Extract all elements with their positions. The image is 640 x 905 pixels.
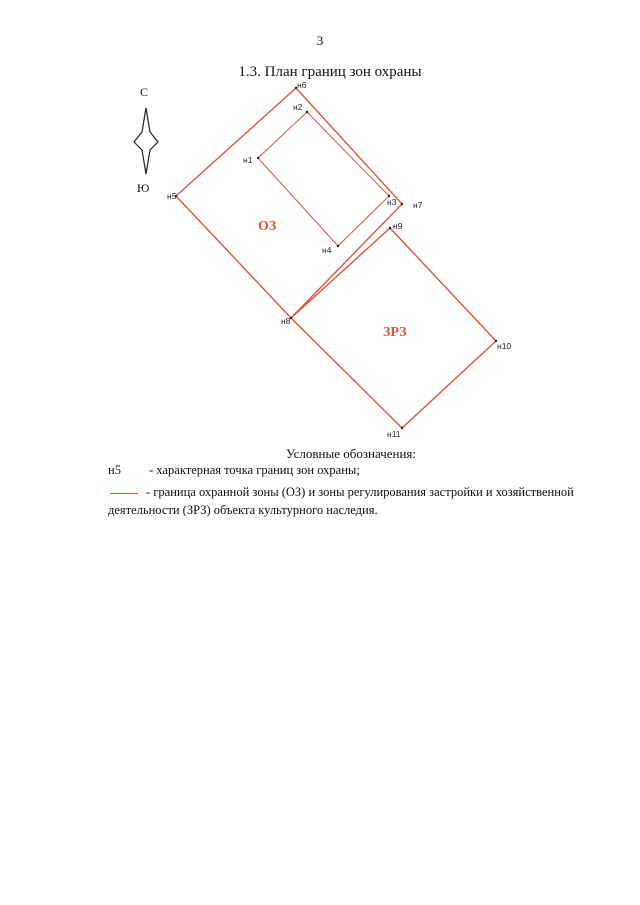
point-label-n3: н3: [387, 197, 397, 207]
page-title: 1.3. План границ зон охраны: [238, 64, 422, 80]
point-label-n8: н8: [281, 316, 291, 326]
compass-south-label: Ю: [137, 181, 150, 195]
point-n9: [389, 227, 391, 229]
point-label-n5: н5: [167, 191, 177, 201]
legend-line-text-2: деятельности (ЗРЗ) объекта культурного наследия.: [108, 503, 378, 517]
legend-point-text: - характерная точка границ зон охраны;: [149, 463, 360, 477]
zone-label-zrz: ЗРЗ: [383, 325, 407, 340]
point-label-n11: н11: [387, 429, 401, 439]
point-label-n9: н9: [393, 221, 403, 231]
point-label-n7: н7: [413, 200, 423, 210]
point-n7: [401, 203, 403, 205]
legend-title: Условные обозначения:: [286, 446, 417, 461]
oz-boundary: [176, 88, 402, 318]
point-label-n10: н10: [497, 341, 512, 351]
zone-label-oz: ОЗ: [258, 219, 277, 234]
point-n2: [306, 111, 308, 113]
point-n1: [257, 157, 259, 159]
legend-line-text-1: - граница охранной зоны (ОЗ) и зоны регулирования застройки и хозяйственной: [146, 485, 574, 499]
legend-line-symbol: [110, 493, 138, 494]
legend-point-symbol: н5: [108, 463, 121, 477]
point-label-n2: н2: [293, 102, 303, 112]
point-n4: [337, 245, 339, 247]
point-n11: [401, 427, 403, 429]
page-number: 3: [316, 33, 324, 48]
legend-line-row: [108, 483, 598, 519]
object-inner-boundary: [258, 112, 389, 246]
compass-north-label: С: [140, 85, 149, 99]
point-label-n1: н1: [243, 155, 253, 165]
point-label-n6: н6: [297, 80, 307, 90]
point-label-n4: н4: [322, 245, 332, 255]
compass-star-icon: [134, 108, 158, 174]
legend-point-row: [108, 463, 360, 478]
